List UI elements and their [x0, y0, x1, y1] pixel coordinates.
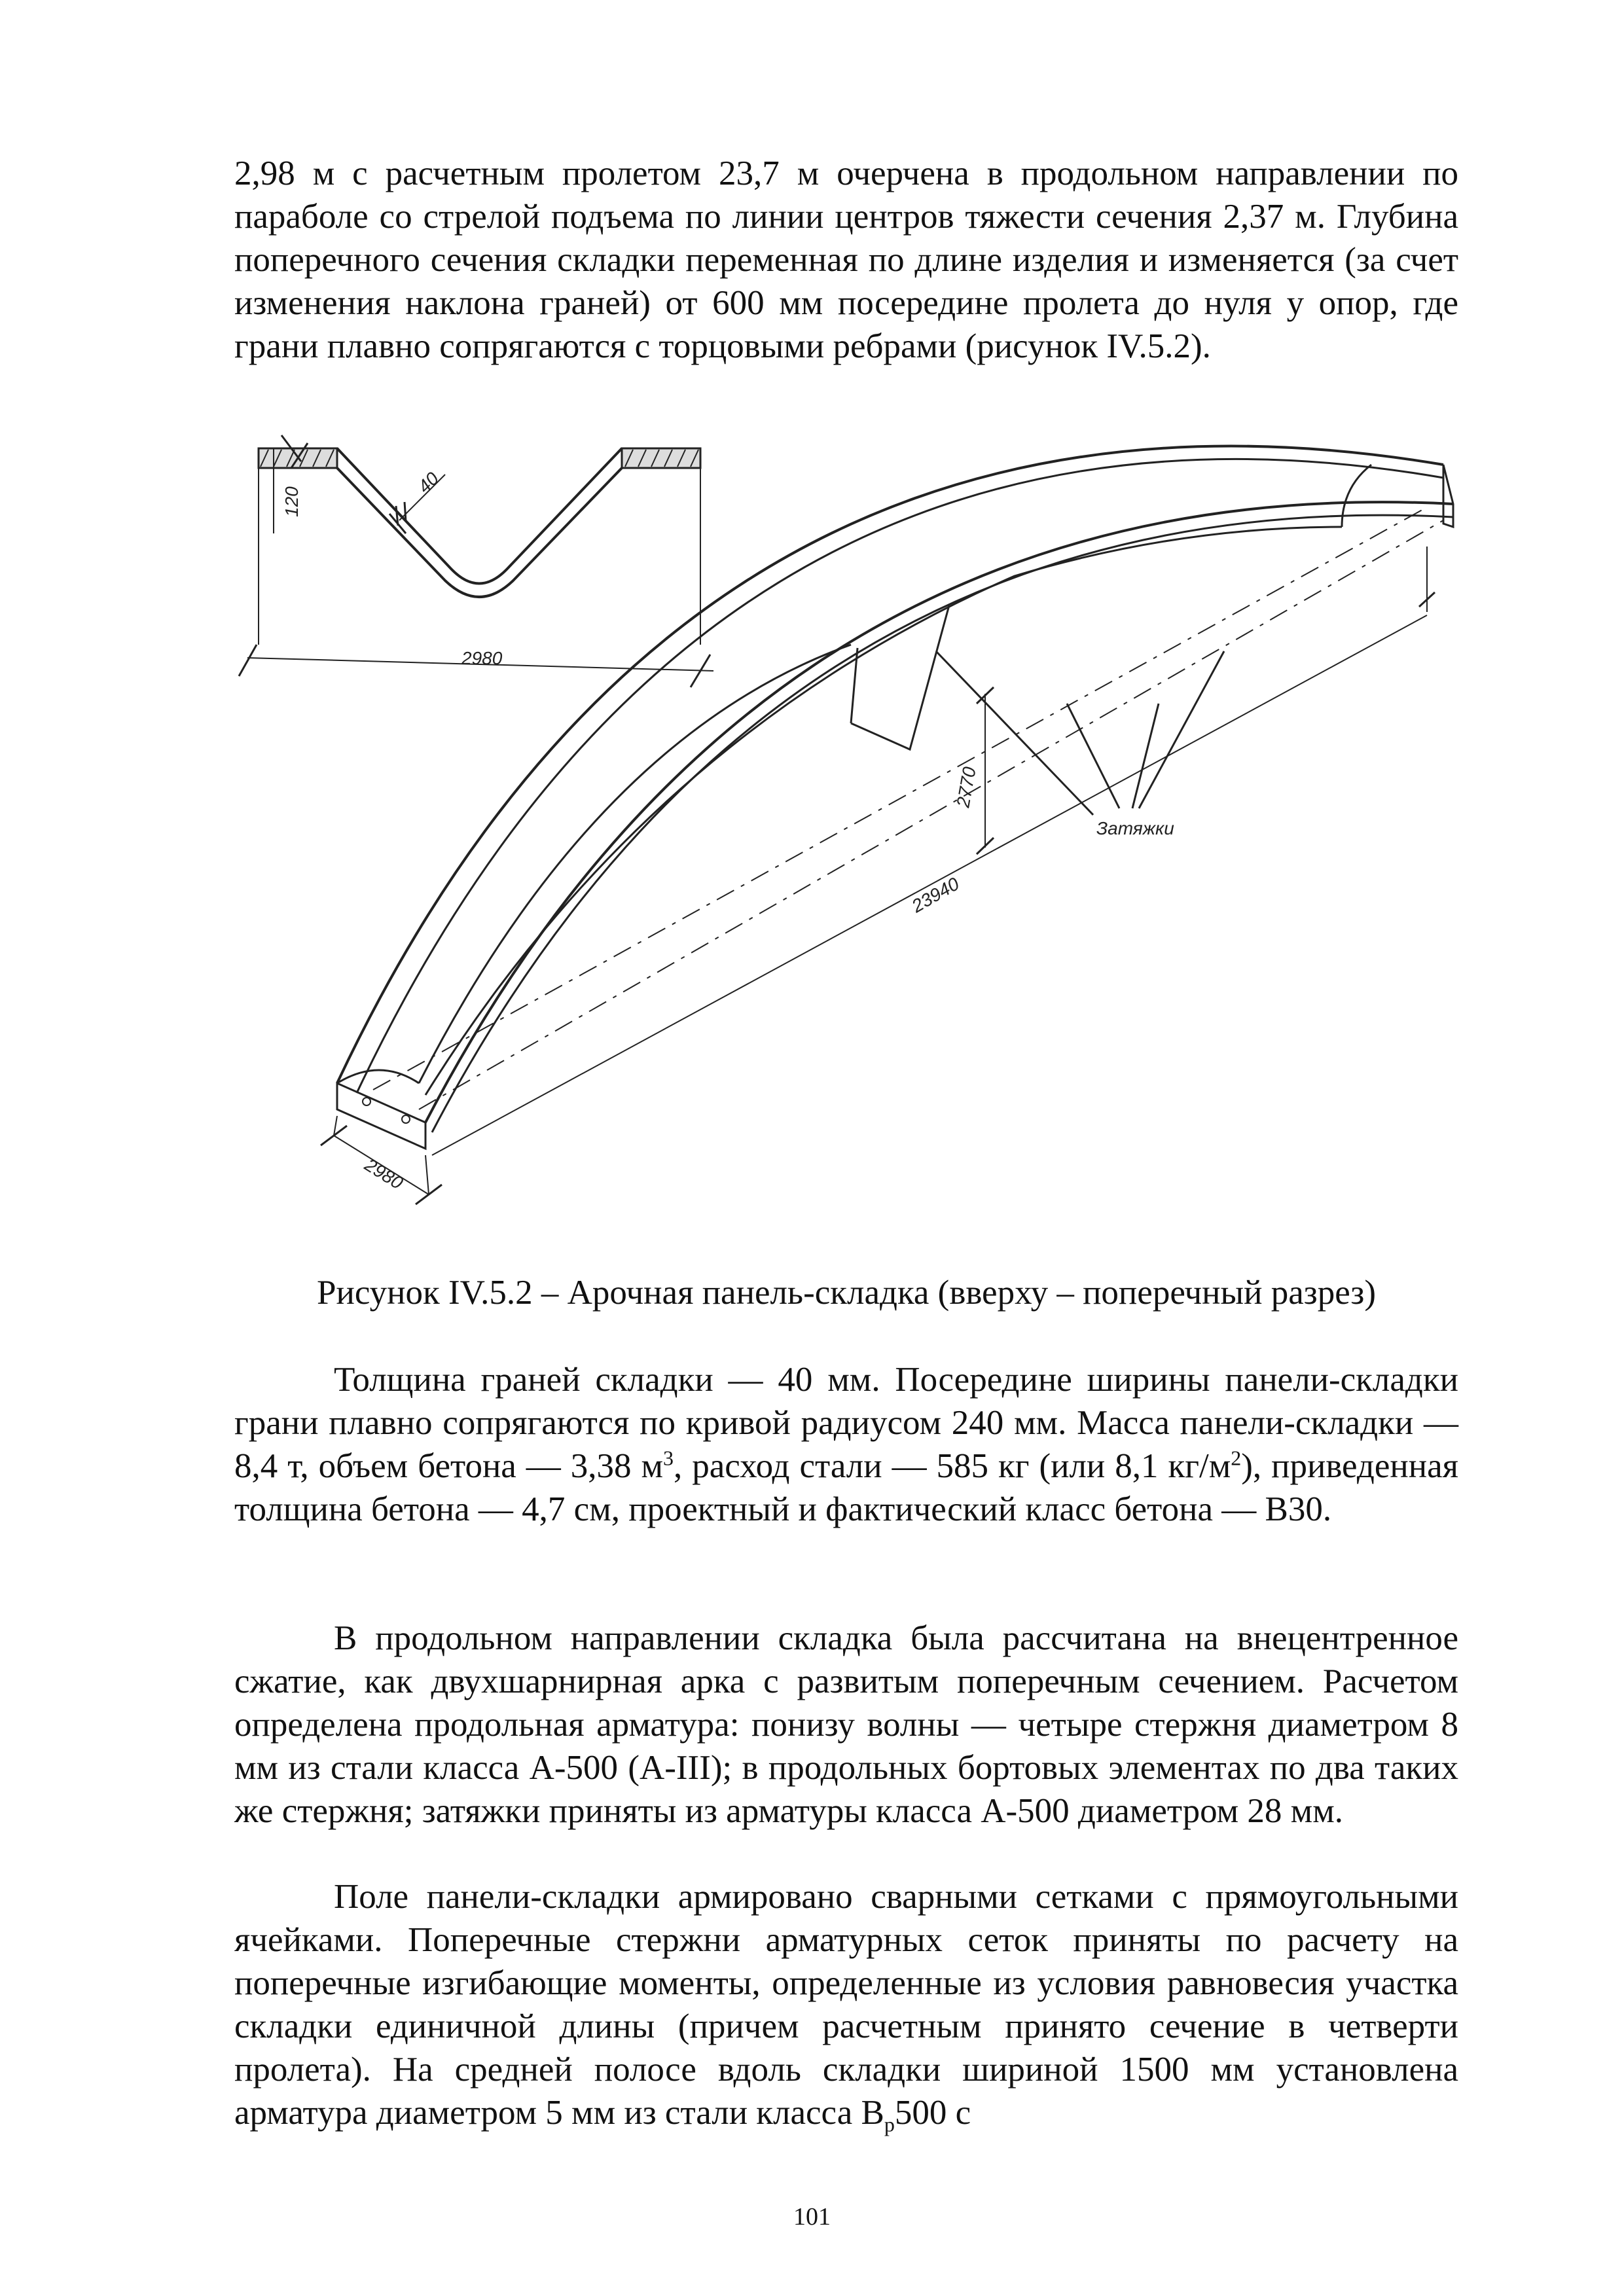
figure-arched-panel	[229, 429, 1473, 1253]
paragraph-2: В продольном направлении складка была рассчитана на внецентренное сжатие, как двухшарнирная арка с развитым поперечным сечением. Расчетом определена продольная арматура: понизу волны — четыре стержня диаметром 8 мм из стали класса А-500 (А-III); в продольных бортовых элементах по два таких же стержня; затяжки приняты из арматуры класса А-500 диаметром 28 мм.	[234, 1619, 1458, 1830]
paragraph-1: Толщина граней складки — 40 мм. Посередине ширины панели-складки грани плавно сопрягаются по кривой радиусом 240 мм. Масса панели-складки — 8,4 т, объем бетона — 3,38 $м^3$, расход стали — 585 кг (или 8,1 $кг/м^2$), приведенная толщина бетона — 4,7 см, проектный и фактический класс бетона — В30.	[234, 1361, 1458, 1528]
figure-caption: Рисунок IV.5.2 – Арочная панель-складка (вверху – поперечный разрез)	[317, 1274, 1376, 1312]
dim-rise: 2770	[952, 765, 980, 810]
dim-section-width: 2980	[461, 648, 503, 668]
arched-panel-drawing	[321, 446, 1453, 1204]
intro-paragraph: 2,98 м с расчетным пролетом 23,7 м очерчена в продольном направлении по параболе со стрелой подъема по линии центров тяжести сечения 2,37 м. Глубина поперечного сечения складки переменная по длине изделия и изменяется (за счет изменения наклона граней) от 600 мм посередине пролета до нуля у опор, где грани плавно сопрягаются с торцовыми ребрами (рисунок IV.5.2).	[234, 154, 1458, 365]
dim-span: 23940	[908, 873, 963, 917]
dim-section-depth: 120	[281, 486, 302, 517]
label-ties: Затяжки	[1096, 818, 1174, 838]
dim-end-width: 2980	[361, 1154, 407, 1194]
paragraph-3: Поле панели-складки армировано сварными сетками с прямоугольными ячейками. Поперечные стержни арматурных сеток приняты по расчету на поперечные изгибающие моменты, определенные из условия равновесия участка складки единичной длины (причем расчетным принято сечение в четверти пролета). На средней полосе вдоль складки шириной 1500 мм установлена арматура диаметром 5 мм из стали класса $В_р500$ с	[234, 1878, 1458, 2136]
figure-drawing	[229, 429, 1473, 1253]
dim-face-thickness: 40	[414, 468, 443, 497]
page-number: 101	[793, 2203, 831, 2231]
